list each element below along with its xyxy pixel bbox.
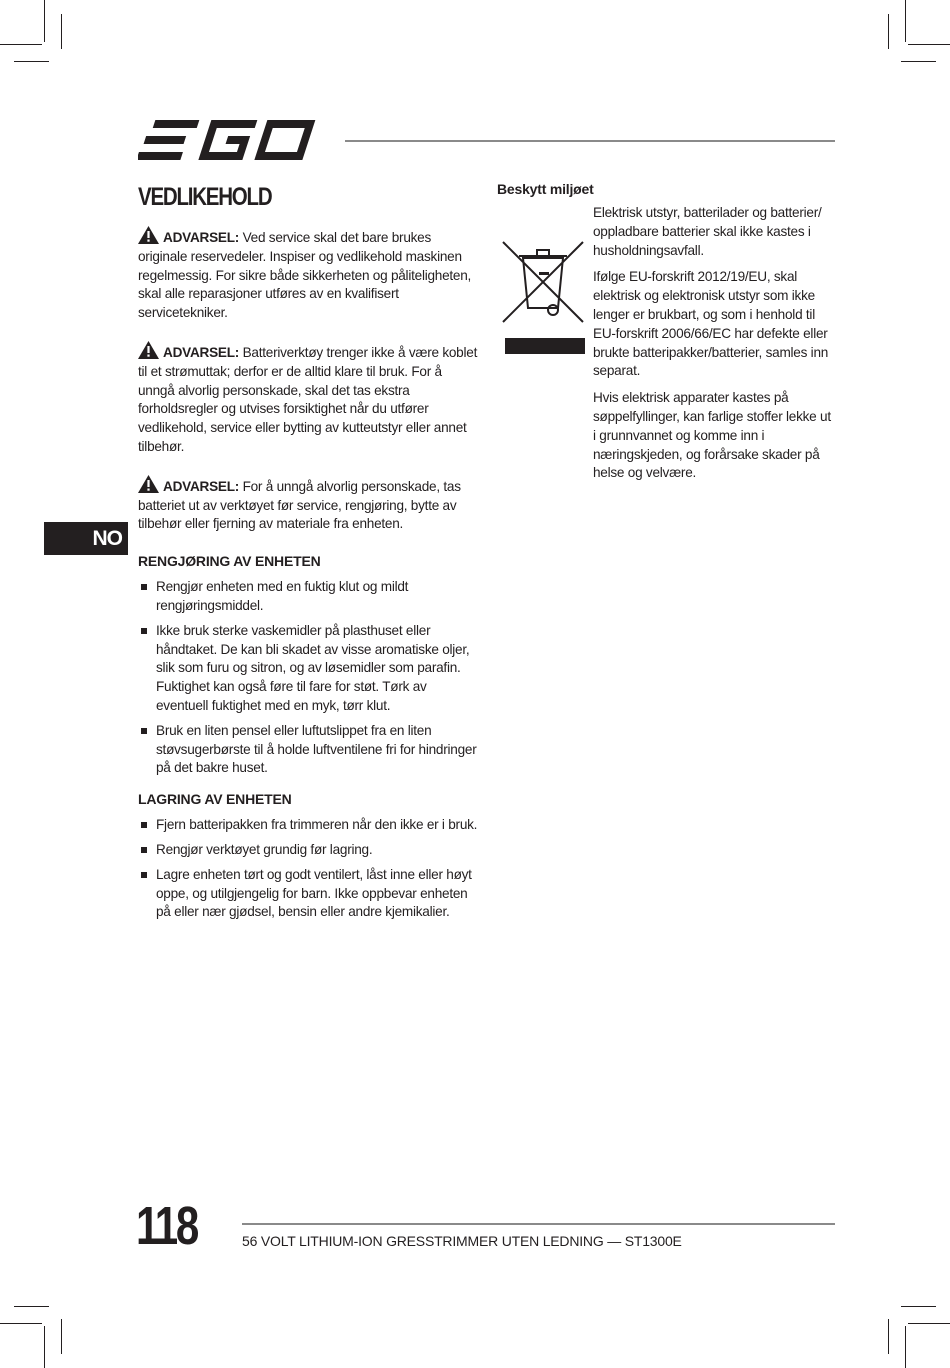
storage-heading: LAGRING AV ENHETEN <box>138 791 292 808</box>
warning-paragraph <box>138 475 478 534</box>
warning-icon <box>138 226 159 244</box>
list-item <box>138 722 478 778</box>
crop-mark <box>0 44 42 45</box>
bullet-icon <box>141 628 147 634</box>
warning-text: For å unngå alvorlig personskade, tas batteriet ut av verktøyet før service, rengjøring, bytte av tilbehør eller fjerning av materiale fra enheten. <box>138 478 461 532</box>
header-rule <box>345 140 835 142</box>
crop-mark <box>888 1319 889 1354</box>
environment-text <box>593 204 837 483</box>
warning-paragraph <box>138 226 478 323</box>
storage-list <box>138 816 478 922</box>
crop-mark <box>908 44 950 45</box>
warning-text: Batteriverktøy trenger ikke å være koblet til et strømuttak; derfor er de alltid klare til bruk. For å unngå alvorlig personskade, skal det tas ekstra forholdsregler og utvises forsiktighet når du utfører vedlikehold, service eller bytting av kutteutstyr eller annet tilbehør. <box>138 344 478 454</box>
paragraph: Ifølge EU-forskrift 2012/19/EU, skal elektrisk og elektronisk utstyr som ikke lenger er brukbart, og som i henhold til EU-forskrift 2006/66/EC har defekte eller brukte batteripakker/batterier, samles inn separat. <box>593 269 829 379</box>
warning-icon <box>138 341 159 359</box>
crop-mark <box>905 0 906 42</box>
paragraph: Hvis elektrisk apparater kastes på søppelfyllinger, kan farlige stoffer lekke ut i grunnvannet og komme inn i næringskjeden, og forårsake skader på helse og velvære. <box>593 390 831 481</box>
environment-heading: Beskytt miljøet <box>497 181 594 197</box>
list-item <box>138 578 478 616</box>
right-column <box>497 180 837 491</box>
crop-mark <box>44 1326 45 1368</box>
crop-mark <box>901 1306 936 1307</box>
list-item-text: Lagre enheten tørt og godt ventilert, låst inne eller høyt oppe, og utilgjengelig for barn. Ikke oppbevar enheten på eller nær gjødsel, bensin eller andre kjemikalier. <box>156 866 472 920</box>
crop-mark <box>14 1306 49 1307</box>
paragraph: Elektrisk utstyr, batterilader og batterier/ oppladbare batterier skal ikke kastes i husholdningsavfall. <box>593 205 822 258</box>
bullet-icon <box>141 584 147 590</box>
bullet-icon <box>141 872 147 878</box>
bullet-icon <box>141 728 147 734</box>
footer-product-title: 56 VOLT LITHIUM-ION GRESSTRIMMER UTEN LEDNING — ST1300E <box>242 1233 682 1249</box>
list-item <box>138 622 478 716</box>
warning-label: ADVARSEL: <box>163 230 240 245</box>
list-item-text: Fjern batteripakken fra trimmeren når den ikke er i bruk. <box>156 817 478 833</box>
bullet-icon <box>141 822 147 828</box>
footer-rule <box>242 1223 835 1225</box>
warning-icon <box>138 475 159 493</box>
environment-block <box>497 204 837 483</box>
cleaning-heading: RENGJØRING AV ENHETEN <box>138 553 321 570</box>
crop-mark <box>44 0 45 42</box>
left-column <box>138 182 478 934</box>
cleaning-list <box>138 578 478 778</box>
bullet-icon <box>141 847 147 853</box>
ego-logo <box>138 118 328 162</box>
section-title: VEDLIKEHOLD <box>138 183 272 211</box>
list-item-text: Bruk en liten pensel eller luftutslippet fra en liten støvsugerbørste til å holde luftventilene fri for hindringer på det bakre huset. <box>156 722 477 776</box>
warning-paragraph <box>138 341 478 457</box>
crop-mark <box>908 1323 950 1324</box>
crossed-out-bin-icon <box>499 238 587 324</box>
page-number: 118 <box>136 1196 197 1256</box>
list-item-text: Ikke bruk sterke vaskemidler på plasthuset eller håndtaket. De kan bli skadet av visse aromatiske oljer, slik som furu og sitron, og av løsemidler som parafin. Fuktighet kan også føre til fare for støt. Tørk av eventuell fuktighet med en myk, tørr klut. <box>156 622 470 713</box>
list-item <box>138 866 478 922</box>
crop-mark <box>14 61 49 62</box>
warning-text: Ved service skal det bare brukes originale reservedeler. Inspiser og vedlikehold maskinen regelmessig. For sikre både sikkerheten og påliteligheten, skal alle reparasjoner utføres av en kvalifisert servicetekniker. <box>138 230 472 321</box>
crop-mark <box>905 1326 906 1368</box>
crop-mark <box>888 14 889 49</box>
crop-mark <box>901 61 936 62</box>
warning-label: ADVARSEL: <box>163 478 240 494</box>
crop-mark <box>0 1323 42 1324</box>
warning-label: ADVARSEL: <box>163 344 240 360</box>
crop-mark <box>61 1319 62 1354</box>
list-item <box>138 816 478 835</box>
list-item <box>138 841 478 860</box>
bin-underline-bar <box>505 338 585 354</box>
list-item-text: Rengjør enheten med en fuktig klut og mildt rengjøringsmiddel. <box>156 579 409 613</box>
language-tab: NO <box>44 522 128 555</box>
list-item-text: Rengjør verktøyet grundig før lagring. <box>156 841 373 857</box>
crop-mark <box>61 14 62 49</box>
